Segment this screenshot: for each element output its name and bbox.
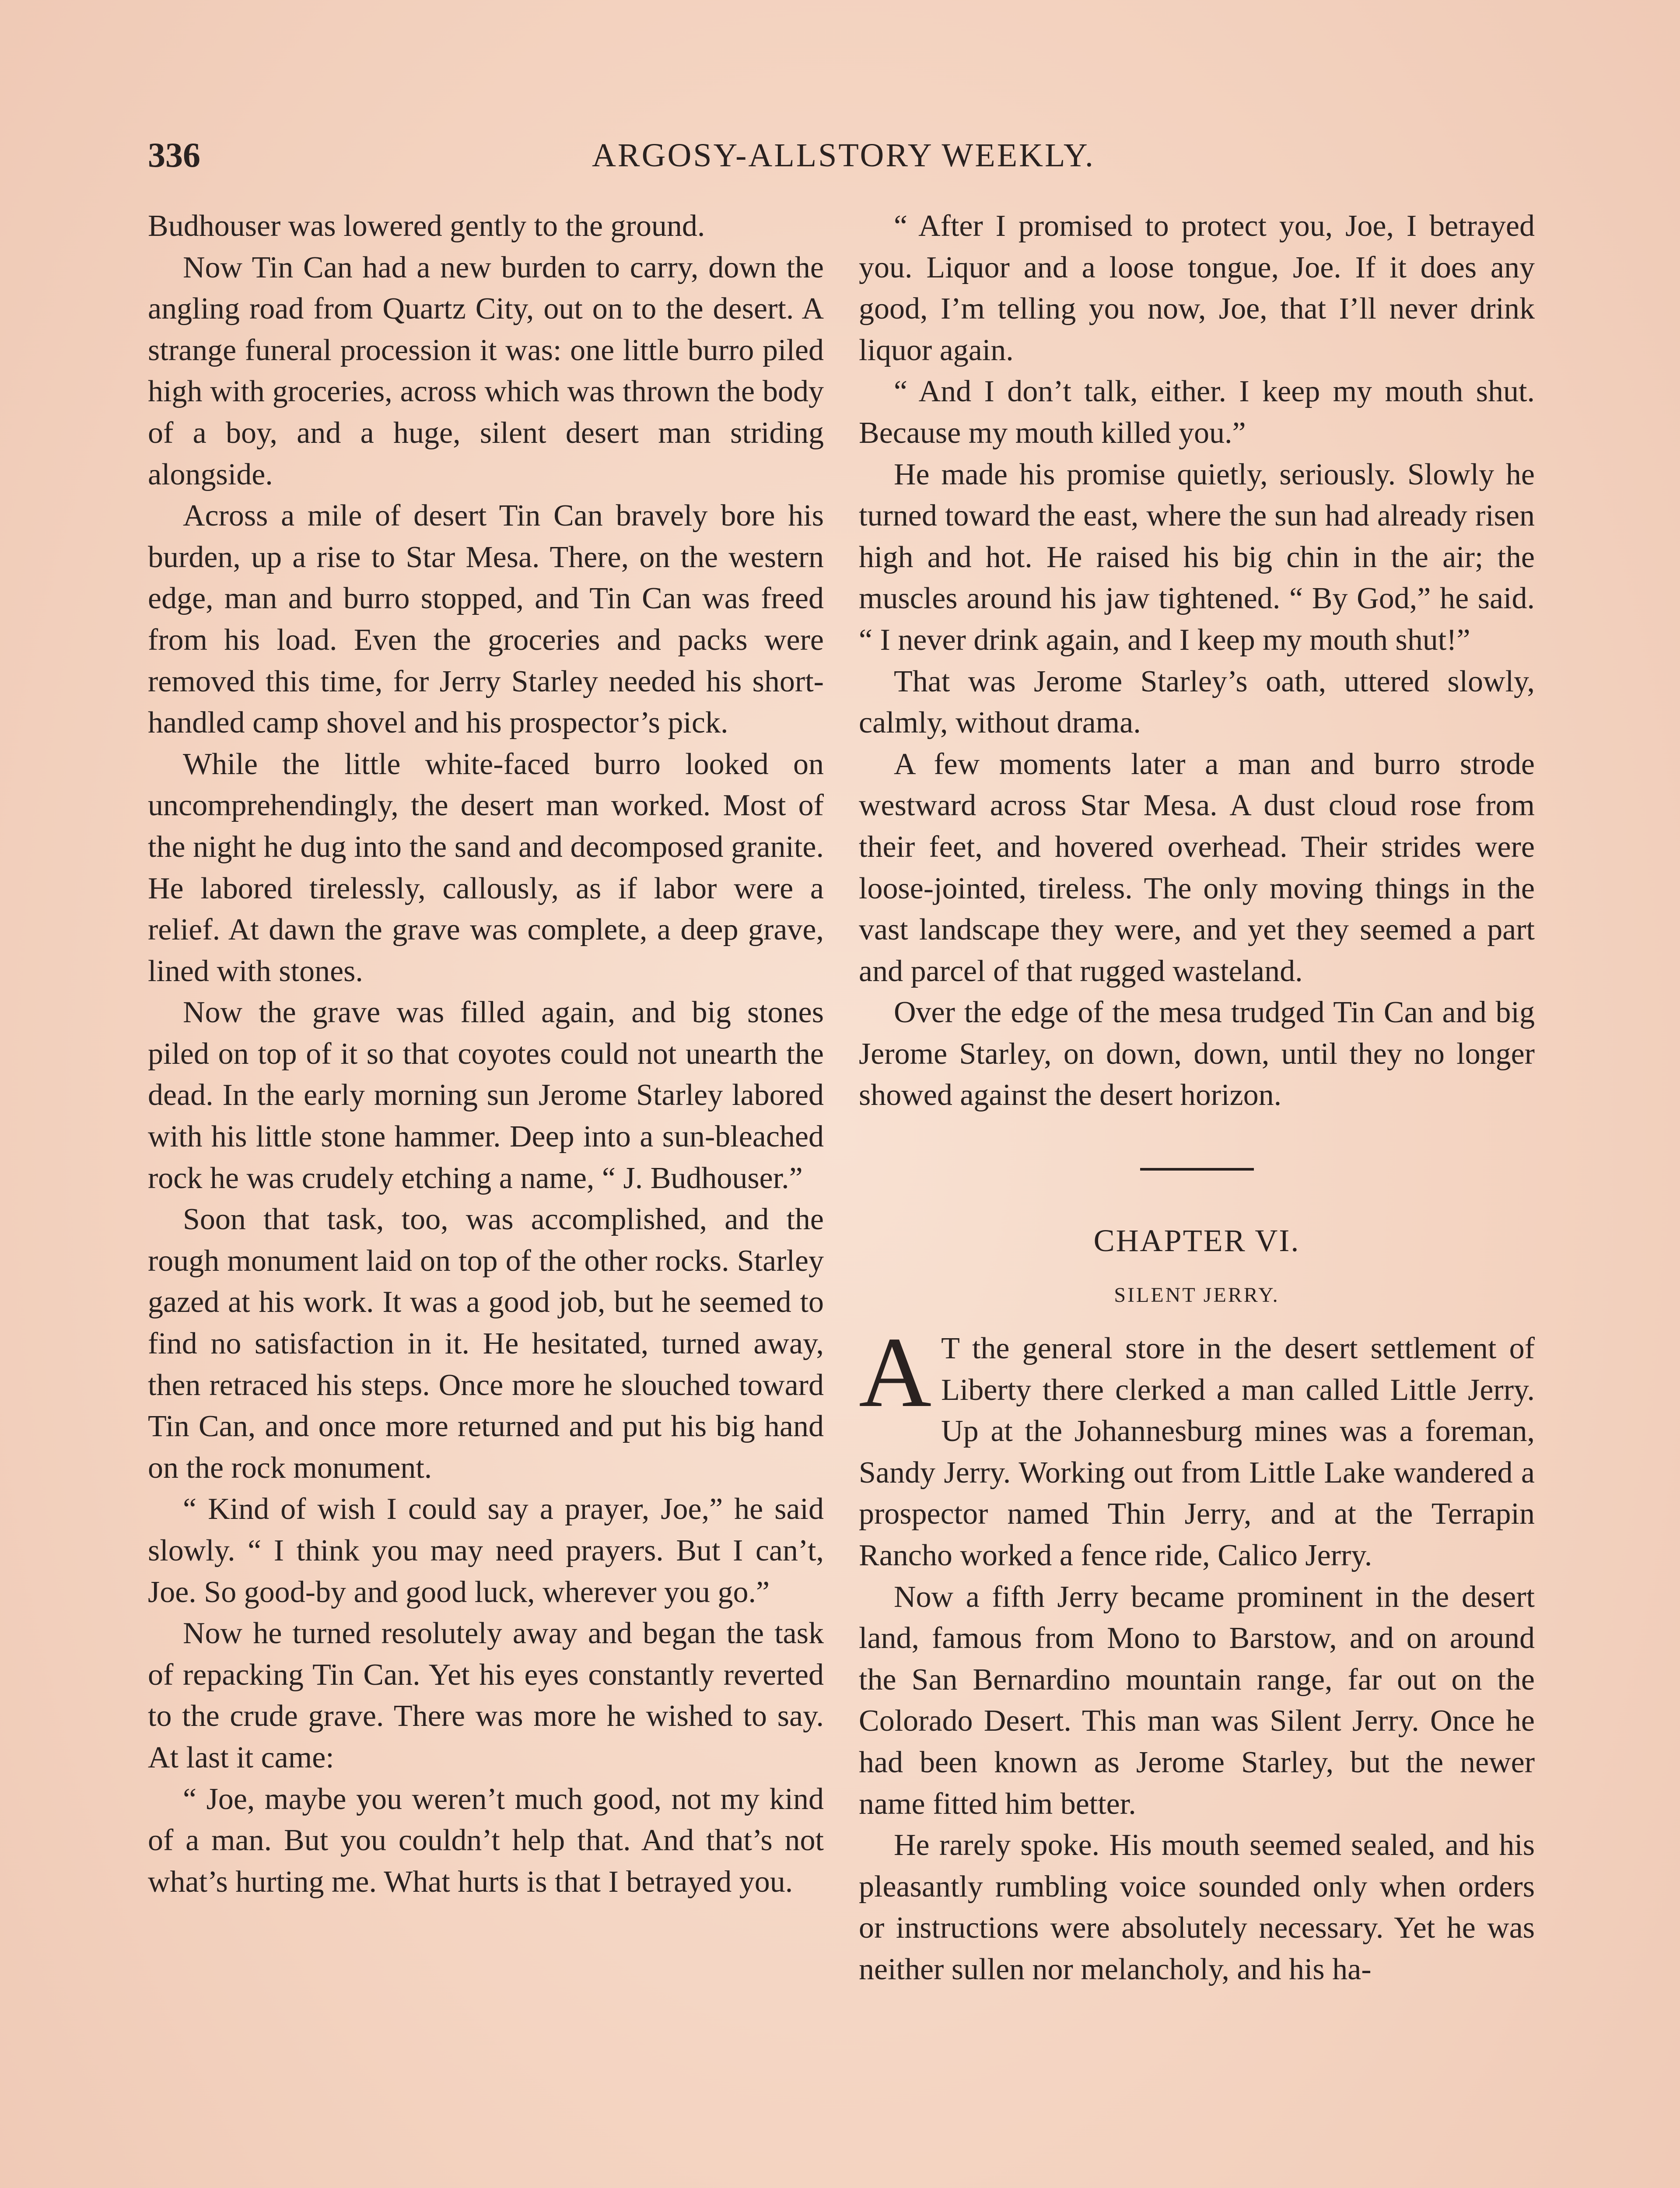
chapter-first-paragraph — [859, 1316, 1535, 1577]
page-header — [148, 131, 1539, 179]
left-column — [148, 206, 824, 1903]
paragraph: Now he turned resolutely away and began the task of repacking Tin Can. Yet his eyes constantly reverted to the crude grave. There was more he wished to say. At last it came: — [148, 1616, 824, 1774]
paragraph: A few moments later a man and burro strode westward across Star Mesa. A dust cloud rose from their feet, and hovered overhead. Their strides were loose-jointed, tireless. The only moving things in the vast landscape they were, and yet they seemed a part and parcel of that rugged wasteland. — [859, 747, 1535, 988]
paragraph: Budhouser was lowered gently to the ground. — [148, 209, 705, 243]
paragraph: Soon that task, too, was accomplished, and the rough monument laid on top of the other rocks. Starley gazed at his work. It was a good job, but he seemed to find no satisfaction in it. He hesitated, turned away, then retraced his steps. Once more he slouched toward Tin Can, and once more returned and put his big hand on the rock monument. — [148, 1203, 824, 1485]
paragraph: Across a mile of desert Tin Can bravely bore his burden, up a rise to Star Mesa. There, on the western edge, man and burro stopped, and Tin Can was freed from his load. Even the groceries and packs were removed this time, for Jerry Starley needed his short-handled camp shovel and his prospector’s pick. — [148, 499, 824, 740]
chapter-title: CHAPTER VI. — [1093, 1223, 1300, 1259]
running-head: ARGOSY-ALLSTORY WEEKLY. — [592, 137, 1095, 174]
paragraph: “ And I don’t talk, either. I keep my mouth shut. Because my mouth killed you.” — [859, 375, 1535, 450]
section-divider — [1140, 1168, 1254, 1171]
first-paragraph-text: T the general store in the desert settlement of Liberty there clerked a man called Little Jerry. Up at the Johannesburg mines was a foreman, Sandy Jerry. Working out from Little Lake wandered a prospector named Thin Jerry, and at the Terrapin Rancho worked a fence ride, Calico Jerry. — [859, 1332, 1535, 1573]
paragraph: “ After I promised to protect you, Joe, I betrayed you. Liquor and a loose tongue, Joe. If it does any good, I’m telling you now, Joe, that I’ll never drink liquor again. — [859, 209, 1535, 367]
paragraph: He made his promise quietly, seriously. Slowly he turned toward the east, where the sun had already risen high and hot. He raised his big chin in the air; the muscles around his jaw tightened. “ By God,” he said. “ I never drink again, and I keep my mouth shut!” — [859, 457, 1535, 657]
paragraph: Now Tin Can had a new burden to carry, down the angling road from Quartz City, out on to the desert. A strange funeral procession it was: one little burro piled high with groceries, across which was thrown the body of a boy, and a huge, silent desert man striding alongside. — [148, 250, 824, 491]
paragraph: “ Kind of wish I could say a prayer, Joe,” he said slowly. “ I think you may need prayers. But I can’t, Joe. So good-by and good luck, wherever you go.” — [148, 1492, 824, 1609]
paragraph: While the little white-faced burro looked on uncomprehendingly, the desert man worked. Most of the night he dug into the sand and decomposed granite. He labored tirelessly, callously, as if labor were a relief. At dawn the grave was complete, a deep grave, lined with stones. — [148, 747, 824, 988]
chapter-subtitle: SILENT JERRY. — [1114, 1283, 1280, 1307]
right-column — [859, 206, 1535, 1991]
paragraph: Now a fifth Jerry became prominent in the desert land, famous from Mono to Barstow, and on around the San Bernardino mountain range, far out on the Colorado Desert. This man was Silent Jerry. Once he had been known as Jerome Starley, but the newer name fitted him better. — [859, 1580, 1535, 1821]
paragraph: Now the grave was filled again, and big stones piled on top of it so that coyotes could not unearth the dead. In the early morning sun Jerome Starley labored with his little stone hammer. Deep into a sun-bleached rock he was crudely etching a name, “ J. Budhouser.” — [148, 996, 824, 1195]
drop-cap: A — [859, 1316, 932, 1428]
paragraph: “ Joe, maybe you weren’t much good, not my kind of a man. But you couldn’t help that. And that’s not what’s hurting me. What hurts is that I betrayed you. — [148, 1782, 824, 1899]
page-number: 336 — [148, 136, 200, 175]
paragraph: He rarely spoke. His mouth seemed sealed, and his pleasantly rumbling voice sounded only when orders or instructions were absolutely necessary. Yet he was neither sullen nor melancholy, and his ha- — [859, 1828, 1535, 1986]
paragraph: That was Jerome Starley’s oath, uttered slowly, calmly, without drama. — [859, 664, 1535, 740]
paragraph: Over the edge of the mesa trudged Tin Can and big Jerome Starley, on down, down, until they no longer showed against the desert horizon. — [859, 996, 1535, 1112]
